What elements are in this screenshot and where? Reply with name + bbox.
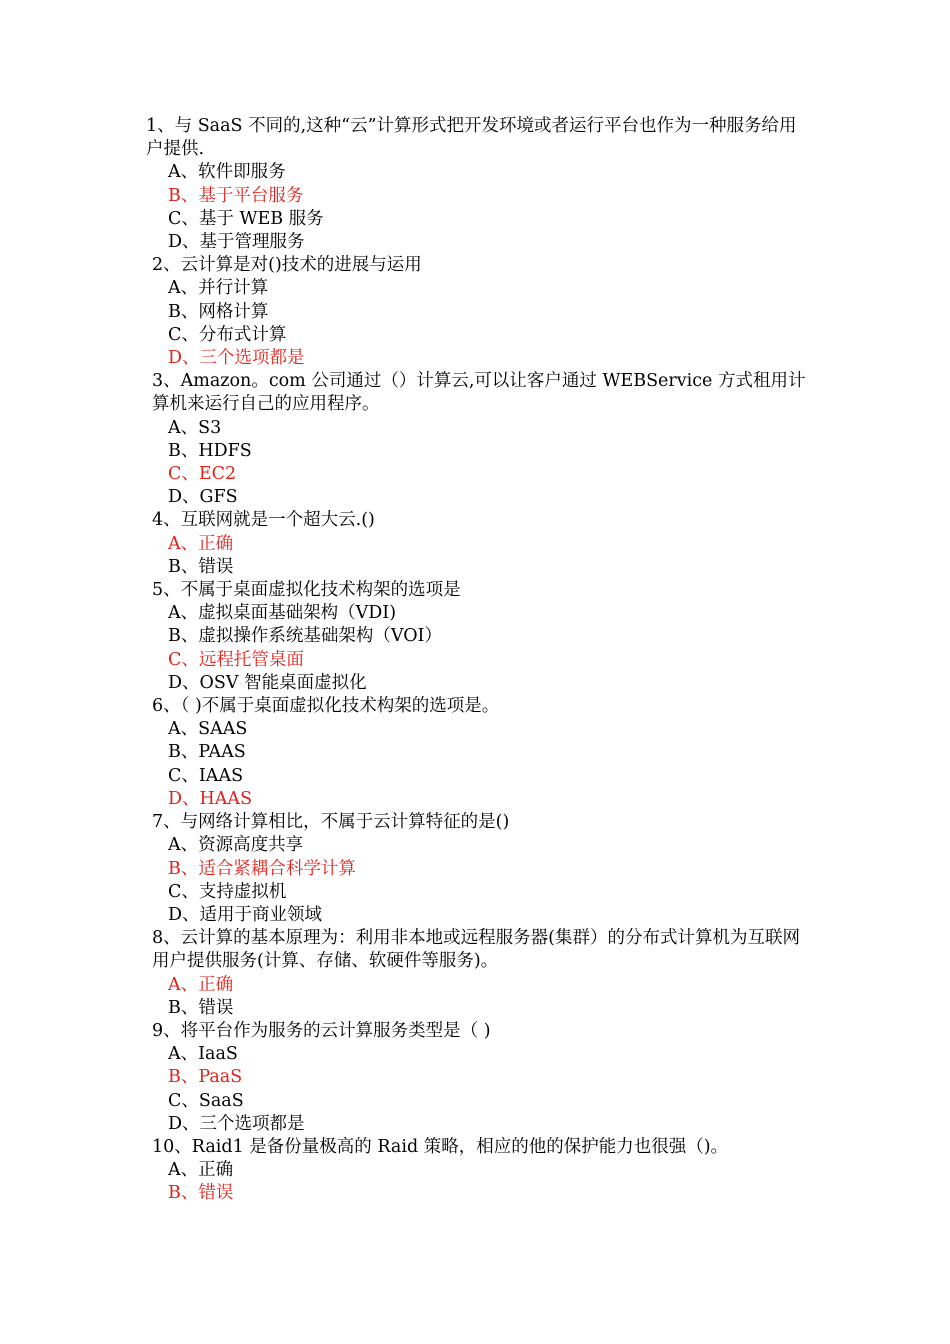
option-a: A、资源高度共享: [168, 835, 304, 856]
option-a: A、S3: [168, 417, 222, 438]
option-b: B、错误: [168, 997, 234, 1018]
question-10: [146, 1136, 806, 1206]
question-list: [146, 115, 806, 1206]
question-6: [146, 695, 806, 811]
option-d: D、适用于商业领域: [168, 904, 323, 925]
option-a: A、SAAS: [168, 719, 248, 740]
option-b: B、HDFS: [168, 440, 252, 461]
question-text: 9、将平台作为服务的云计算服务类型是（ ): [152, 1020, 491, 1041]
option-b: B、网格计算: [168, 301, 269, 322]
question-text: 3、Amazon。com 公司通过（）计算云,可以让客户通过 WEBService 方式租用计算机来运行自己的应用程序。: [152, 371, 806, 415]
question-text: 1、与 SaaS 不同的,这种“云”计算形式把开发环境或者运行平台也作为一种服务给用户提供.: [146, 116, 797, 160]
question-text: 7、与网络计算相比，不属于云计算特征的是(): [152, 812, 510, 833]
question-5: [146, 579, 806, 695]
option-b: B、错误: [168, 556, 234, 577]
question-text: 5、不属于桌面虚拟化技术构架的选项是: [152, 580, 461, 601]
option-b: B、虚拟操作系统基础架构（VOI）: [168, 626, 442, 647]
option-b-correct: B、适合紧耦合科学计算: [168, 858, 356, 879]
question-7: [146, 811, 806, 927]
option-a-correct: A、正确: [168, 533, 234, 554]
option-b-correct: B、错误: [168, 1183, 234, 1204]
option-d: D、GFS: [168, 487, 238, 508]
option-a: A、IaaS: [168, 1044, 238, 1065]
question-text: 4、互联网就是一个超大云.(): [152, 510, 375, 531]
option-a: A、正确: [168, 1160, 234, 1181]
question-text: 6、（ )不属于桌面虚拟化技术构架的选项是。: [152, 696, 500, 717]
option-a: A、虚拟桌面基础架构（VDI): [168, 603, 397, 624]
option-a: A、软件即服务: [168, 162, 286, 183]
question-1: [146, 115, 806, 254]
option-c-correct: C、远程托管桌面: [168, 649, 304, 670]
option-d-correct: D、三个选项都是: [168, 348, 305, 369]
option-d: D、基于管理服务: [168, 232, 305, 253]
question-text: 8、云计算的基本原理为：利用非本地或远程服务器(集群）的分布式计算机为互联网用户提供服务(计算、存储、软硬件等服务)。: [152, 928, 800, 972]
option-c: C、IAAS: [168, 765, 244, 786]
question-3: [146, 370, 806, 509]
question-2: [146, 254, 806, 370]
question-8: [146, 927, 806, 1020]
option-c: C、分布式计算: [168, 324, 287, 345]
option-c: C、支持虚拟机: [168, 881, 287, 902]
option-d-correct: D、HAAS: [168, 788, 253, 809]
option-d: D、三个选项都是: [168, 1113, 305, 1134]
option-d: D、OSV 智能桌面虚拟化: [168, 672, 367, 693]
option-a-correct: A、正确: [168, 974, 234, 995]
question-text: 10、Raid1 是备份量极高的 Raid 策略，相应的他的保护能力也很强（)。: [152, 1136, 729, 1157]
option-a: A、并行计算: [168, 278, 269, 299]
question-9: [146, 1020, 806, 1136]
question-text: 2、云计算是对()技术的进展与运用: [152, 255, 422, 276]
option-c: C、SaaS: [168, 1090, 244, 1111]
option-c: C、基于 WEB 服务: [168, 208, 324, 229]
option-b-correct: B、PaaS: [168, 1067, 243, 1088]
option-c-correct: C、EC2: [168, 464, 237, 485]
option-b: B、PAAS: [168, 742, 246, 763]
question-4: [146, 509, 806, 579]
option-b-correct: B、基于平台服务: [168, 185, 304, 206]
